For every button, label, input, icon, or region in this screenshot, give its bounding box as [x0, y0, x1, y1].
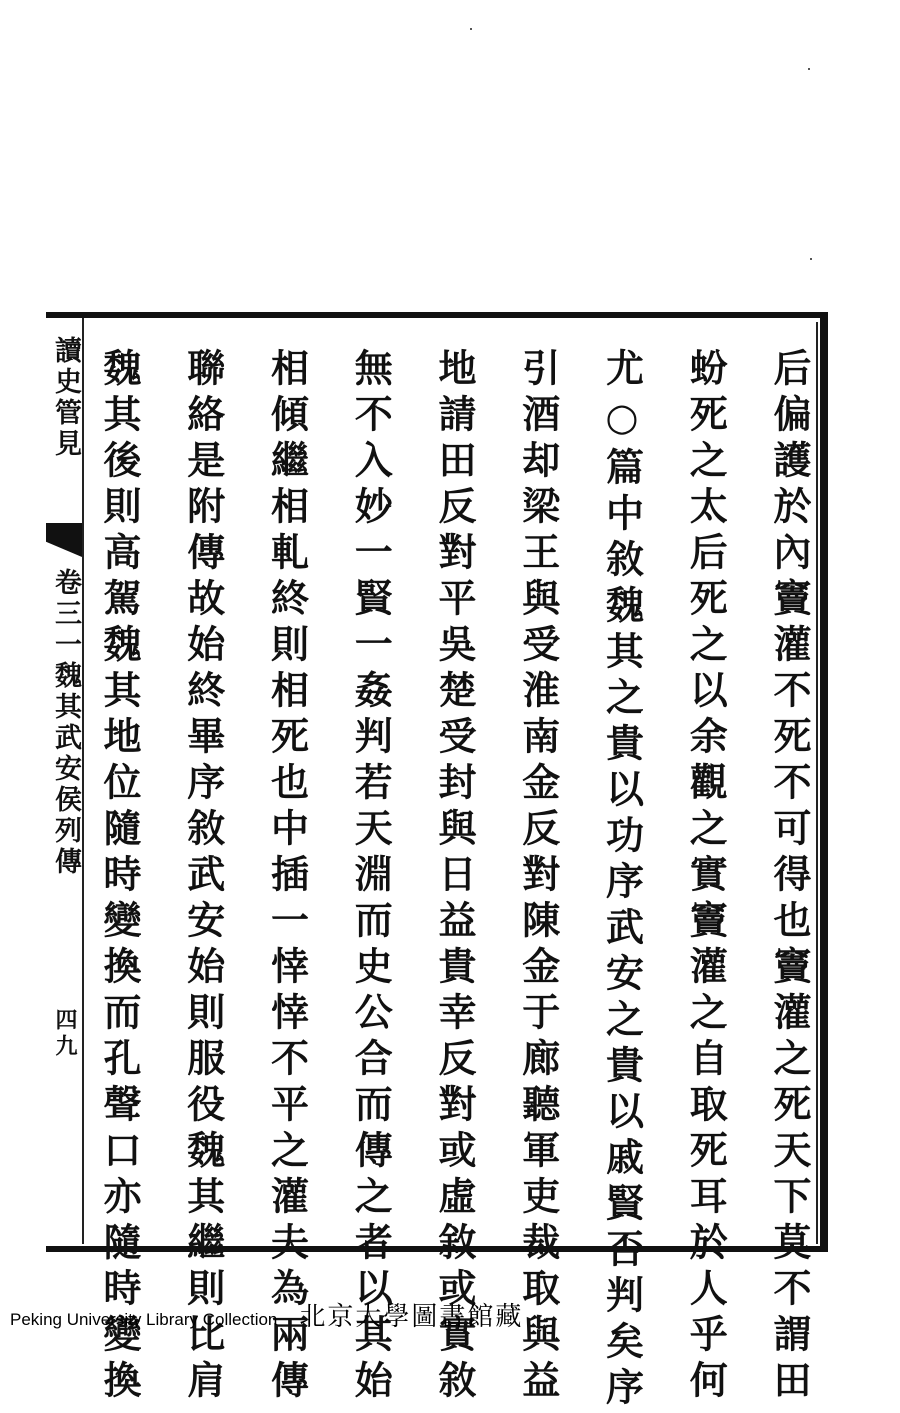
scan-speck: [808, 68, 810, 70]
text-column: 尤○篇中敘魏其之貴以功序武安之貴以戚賢否判矣序: [599, 348, 645, 1413]
text-column: 地請田反對平吳楚受封與日益貴幸反對或虛敘或實敘: [432, 348, 477, 1406]
text-column: 引酒却梁王與受淮南金反對陳金于廊聽軍吏裁取與益: [515, 348, 561, 1406]
page-number: 四九: [52, 1008, 78, 1060]
scan-speck: [810, 258, 812, 260]
center-fold-strip: [46, 318, 84, 1244]
scan-speck: [470, 28, 472, 30]
text-column: 無不入妙一賢一姦判若天淵而史公合而傳之者以其始: [348, 348, 394, 1406]
text-column: 后偏護於內竇灌不死不可得也竇灌之死天下莫不謂田: [767, 348, 812, 1406]
collection-footer: [10, 1296, 524, 1332]
fishtail-mark: [46, 523, 82, 557]
collection-label-zh: 北京大學圖書館藏: [299, 1302, 524, 1332]
text-column: 蚡死之太后死之以余觀之實竇灌之自取死耳於人乎何: [683, 348, 729, 1406]
chapter-title: 卷三一魏其武安侯列傳: [50, 568, 81, 878]
text-column: 聯絡是附傳故始終畢序敘武安始則服役魏其繼則比肩: [180, 348, 226, 1406]
collection-label-en: Peking University Library Collection: [10, 1310, 278, 1329]
book-title: 讀史管見: [50, 336, 81, 460]
text-column: 魏其後則高駕魏其地位隨時變換而孔聲口亦隨時變換: [97, 348, 142, 1406]
text-column: 相傾繼相軋終則相死也中插一悻悻不平之灌夫為兩傳: [264, 348, 310, 1406]
